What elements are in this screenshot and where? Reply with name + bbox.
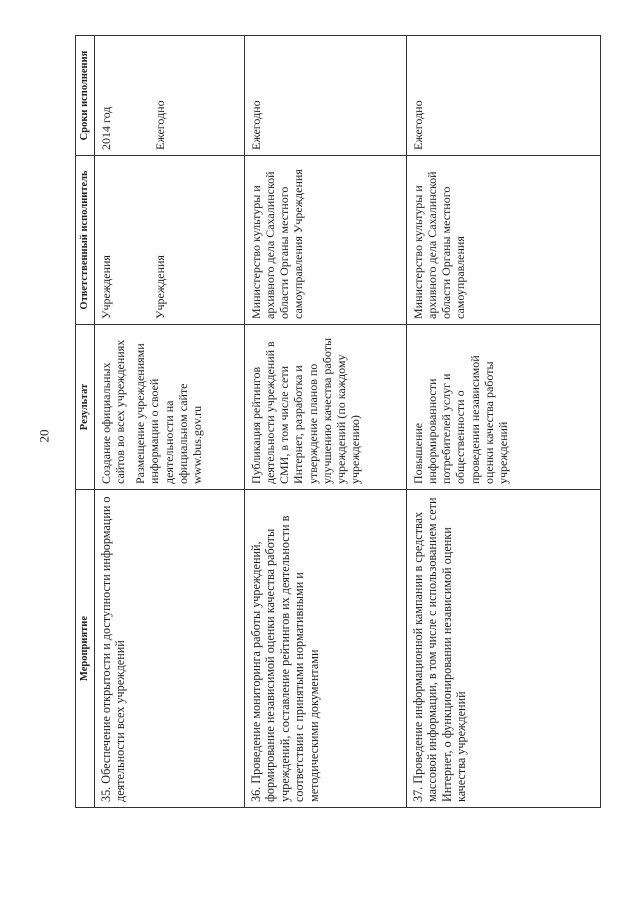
row-35-result-1: Создание официальных сайтов во всех учреждениях <box>99 339 128 484</box>
row-35-result-2: Размещение учреждениями информации о своей деятельности на официальном сайте www.bus.gov.ru <box>133 343 204 484</box>
page-number <box>36 426 52 446</box>
header-event: Мероприятие <box>76 490 95 808</box>
row-37-result: Повышение информированности потребителей услуг и общественности о проведении независимой оценки качества работы учреждений <box>407 325 601 490</box>
header-deadline: Сроки исполнения <box>76 36 95 156</box>
row-37-event: 37. Проведение информационной кампании в средствах массовой информации, в том числе с использованием сети Интернет, о функционировании независимой оценки качества учреждений <box>407 490 601 808</box>
row-37-executor: Министерство культуры и архивного дела Сахалинской области Органы местного самоуправления <box>407 156 601 325</box>
row-35-deadline-2: Ежегодно <box>153 100 168 150</box>
row-37-deadline: Ежегодно <box>407 36 601 156</box>
row-35-result <box>95 325 245 490</box>
rotated-table-container <box>75 36 601 808</box>
row-36-executor: Министерство культуры и архивного дела Сахалинской области Органы местного самоуправления Учреждения <box>245 156 407 325</box>
row-35-event: 35. Обеспечение открытости и доступности информации о деятельности всех учреждений <box>95 490 245 808</box>
table-header-row <box>76 36 95 808</box>
measures-table <box>75 35 601 808</box>
row-35-deadline <box>95 36 245 156</box>
row-35-executor <box>95 156 245 325</box>
table-row <box>95 36 245 808</box>
header-result: Результат <box>76 325 95 490</box>
row-36-deadline: Ежегодно <box>245 36 407 156</box>
table-row <box>407 36 601 808</box>
header-executor: Ответственный исполнитель <box>76 156 95 325</box>
row-35-executor-1: Учреждения <box>99 255 113 319</box>
page-number-text: 20 <box>36 429 51 443</box>
row-35-executor-2: Учреждения <box>153 255 168 319</box>
row-35-deadline-1: 2014 год <box>99 106 113 150</box>
row-36-event: 36. Проведение мониторинга работы учреждений, формирование независимой оценки качества работы учреждений, составление рейтингов их деятельности в соответствии с принятыми нормативными и методическими документами <box>245 490 407 808</box>
row-36-result: Публикация рейтингов деятельности учреждений в СМИ, в том числе сети Интернет, разработка и утверждение планов по улучшению качества работы учреждений (по каждому учреждению) <box>245 325 407 490</box>
table-row <box>245 36 407 808</box>
